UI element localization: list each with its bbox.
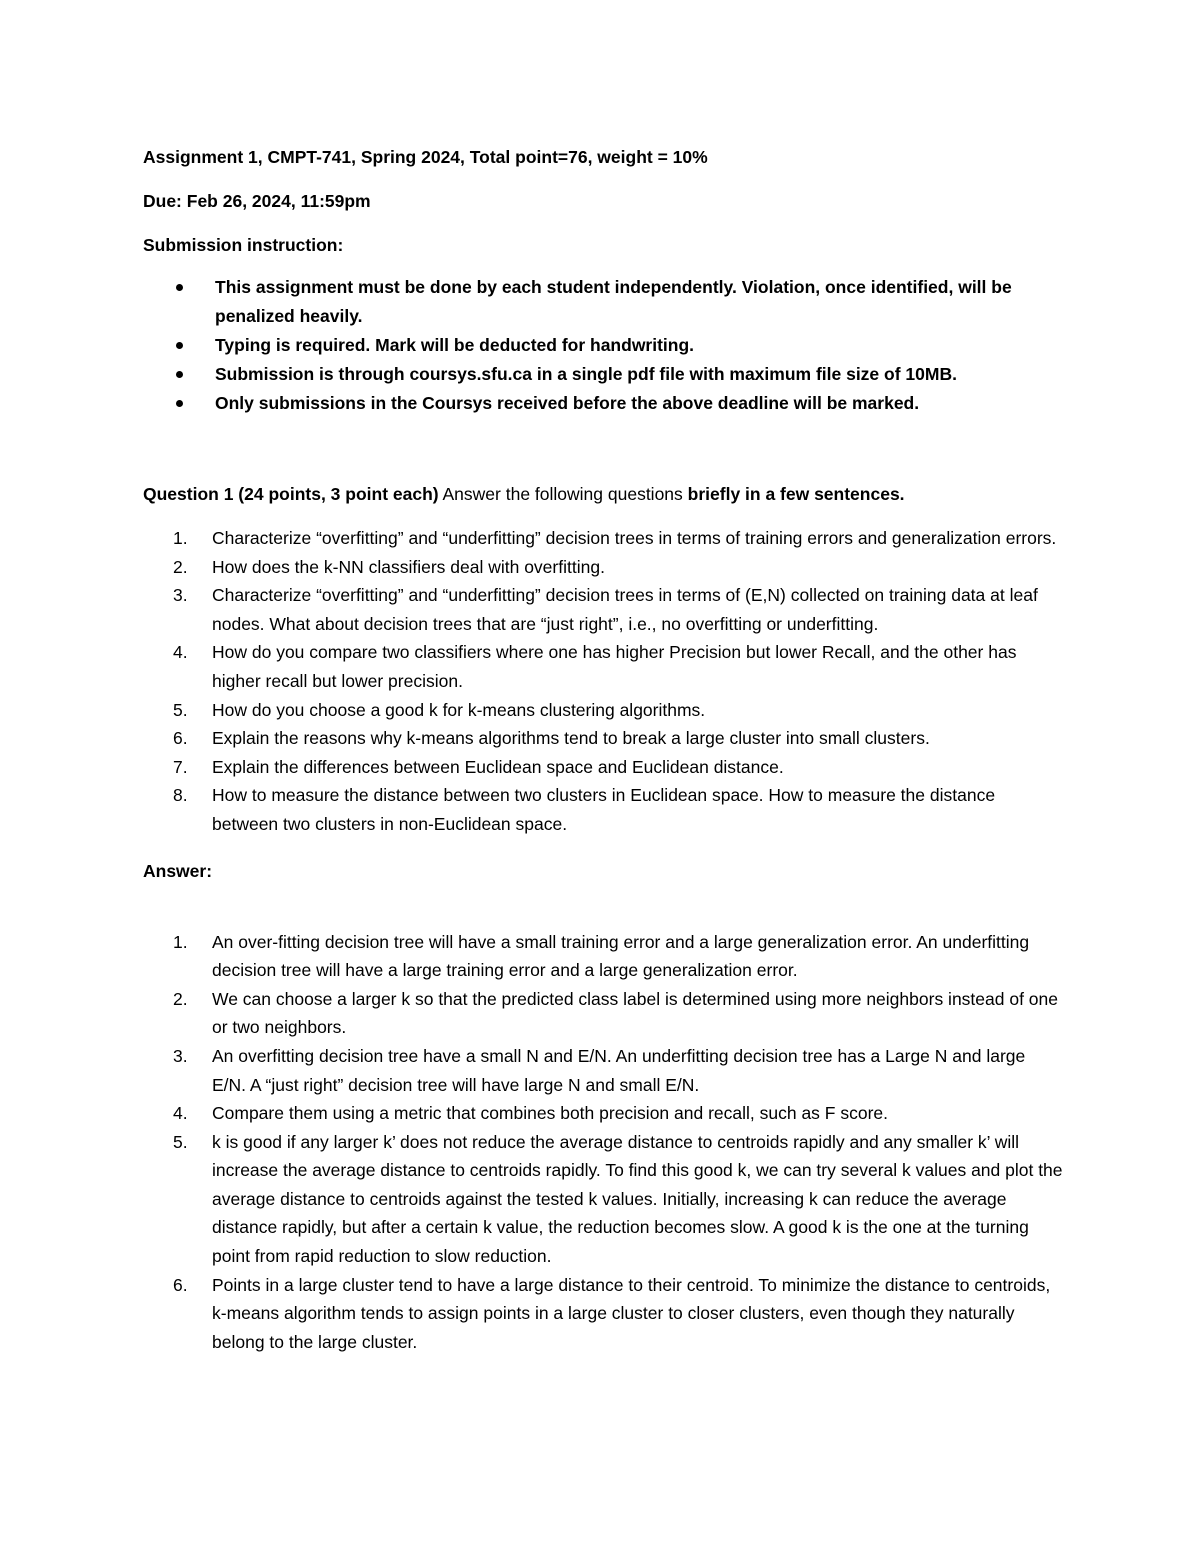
- question-text: Characterize “overfitting” and “underfitting” decision trees in terms of training errors and generalization errors.: [212, 528, 1057, 548]
- question-1-title: [143, 480, 1063, 508]
- question-1-instruction-emphasis: briefly in a few sentences.: [687, 484, 905, 504]
- question-text: How to measure the distance between two clusters in Euclidean space. How to measure the distance between two clusters in non-Euclidean space.: [212, 785, 996, 834]
- question-item: [143, 524, 1063, 553]
- assignment-title: Assignment 1, CMPT-741, Spring 2024, Total point=76, weight = 10%: [143, 147, 708, 167]
- bullet-icon: [176, 400, 183, 407]
- item-number: 5.: [173, 699, 188, 720]
- item-number: 4.: [173, 1103, 188, 1124]
- item-number: 8.: [173, 785, 188, 806]
- question-text: Characterize “overfitting” and “underfitting” decision trees in terms of (E,N) collected on training data at leaf nodes. What about decision trees that are “just right”, i.e., no overfitting or underfitting.: [212, 585, 1038, 634]
- answer-text: An over-fitting decision tree will have a small training error and a large generalization error. An underfitting decision tree will have a large training error and a large generalization error.: [212, 931, 1030, 981]
- spacer: [143, 839, 1063, 857]
- question-text: How do you compare two classifiers where one has higher Precision but lower Recall, and the other has higher recall but lower precision.: [212, 642, 1017, 691]
- item-number: 7.: [173, 756, 188, 777]
- question-item: [143, 581, 1063, 638]
- instruction-text: This assignment must be done by each student independently. Violation, once identified, will be penalized heavily.: [215, 277, 1012, 326]
- question-item: [143, 781, 1063, 838]
- item-number: 3.: [173, 1045, 188, 1066]
- question-text: How do you choose a good k for k-means clustering algorithms.: [212, 699, 706, 720]
- submission-instructions-list: [143, 273, 1063, 418]
- instruction-item: [143, 331, 1063, 360]
- answer-list: [143, 928, 1063, 1357]
- item-number: 5.: [173, 1131, 188, 1152]
- question-item: [143, 724, 1063, 753]
- answer-item: [143, 1099, 1063, 1128]
- instruction-text: Typing is required. Mark will be deducted for handwriting.: [215, 335, 695, 355]
- item-number: 2.: [173, 556, 188, 577]
- document-content: [143, 143, 1063, 1356]
- question-1-label: Question 1 (24 points, 3 point each): [143, 484, 439, 504]
- answer-item: [143, 1042, 1063, 1099]
- question-item: [143, 638, 1063, 695]
- answer-text: Compare them using a metric that combines both precision and recall, such as F score.: [212, 1103, 889, 1124]
- instruction-text: Submission is through coursys.sfu.ca in a single pdf file with maximum file size of 10MB.: [215, 364, 957, 384]
- instruction-item: [143, 273, 1063, 331]
- spacer: [143, 885, 1063, 928]
- bullet-icon: [176, 342, 183, 349]
- instruction-item: [143, 360, 1063, 389]
- due-date: Due: Feb 26, 2024, 11:59pm: [143, 191, 371, 211]
- submission-heading: Submission instruction:: [143, 235, 344, 255]
- item-number: 1.: [173, 528, 188, 548]
- answer-text: An overfitting decision tree have a small N and E/N. An underfitting decision tree has a Large N and large E/N. A “just right” decision tree will have large N and small E/N.: [212, 1045, 1026, 1095]
- question-text: Explain the reasons why k-means algorithms tend to break a large cluster into small clusters.: [212, 728, 930, 749]
- answer-text: We can choose a larger k so that the predicted class label is determined using more neighbors instead of one or two neighbors.: [212, 988, 1058, 1038]
- answer-label: Answer:: [143, 860, 213, 881]
- answer-text: k is good if any larger k’ does not reduce the average distance to centroids rapidly and any smaller k’ will increase the average distance to centroids rapidly. To find this good k, we can try several k values and plot the average distance to centroids against the tested k values. Initially, increasing k can reduce the average distance rapidly, but after a certain k value, the reduction becomes slow. A good k is the one at the turning point from rapid reduction to slow reduction.: [212, 1131, 1063, 1267]
- instruction-text: Only submissions in the Coursys received before the above deadline will be marked.: [215, 393, 920, 413]
- item-number: 4.: [173, 642, 188, 663]
- item-number: 3.: [173, 585, 188, 606]
- question-item: [143, 696, 1063, 725]
- item-number: 6.: [173, 1274, 188, 1295]
- spacer: [143, 418, 1063, 480]
- question-text: How does the k-NN classifiers deal with overfitting.: [212, 556, 605, 577]
- question-text: Explain the differences between Euclidean space and Euclidean distance.: [212, 756, 784, 777]
- answer-item: [143, 928, 1063, 985]
- item-number: 1.: [173, 931, 188, 952]
- question-item: [143, 753, 1063, 782]
- bullet-icon: [176, 371, 183, 378]
- answer-item: [143, 1128, 1063, 1271]
- instruction-item: [143, 389, 1063, 418]
- question-1-list: [143, 524, 1063, 839]
- answer-item: [143, 1271, 1063, 1357]
- bullet-icon: [176, 284, 183, 291]
- item-number: 6.: [173, 728, 188, 749]
- question-1-instruction: Answer the following questions: [438, 484, 688, 504]
- answer-item: [143, 985, 1063, 1042]
- question-item: [143, 553, 1063, 582]
- item-number: 2.: [173, 988, 188, 1009]
- answer-text: Points in a large cluster tend to have a large distance to their centroid. To minimize the distance to centroids, k-means algorithm tends to assign points in a large cluster to closer clusters, even though they naturally belong to the large cluster.: [212, 1274, 1051, 1352]
